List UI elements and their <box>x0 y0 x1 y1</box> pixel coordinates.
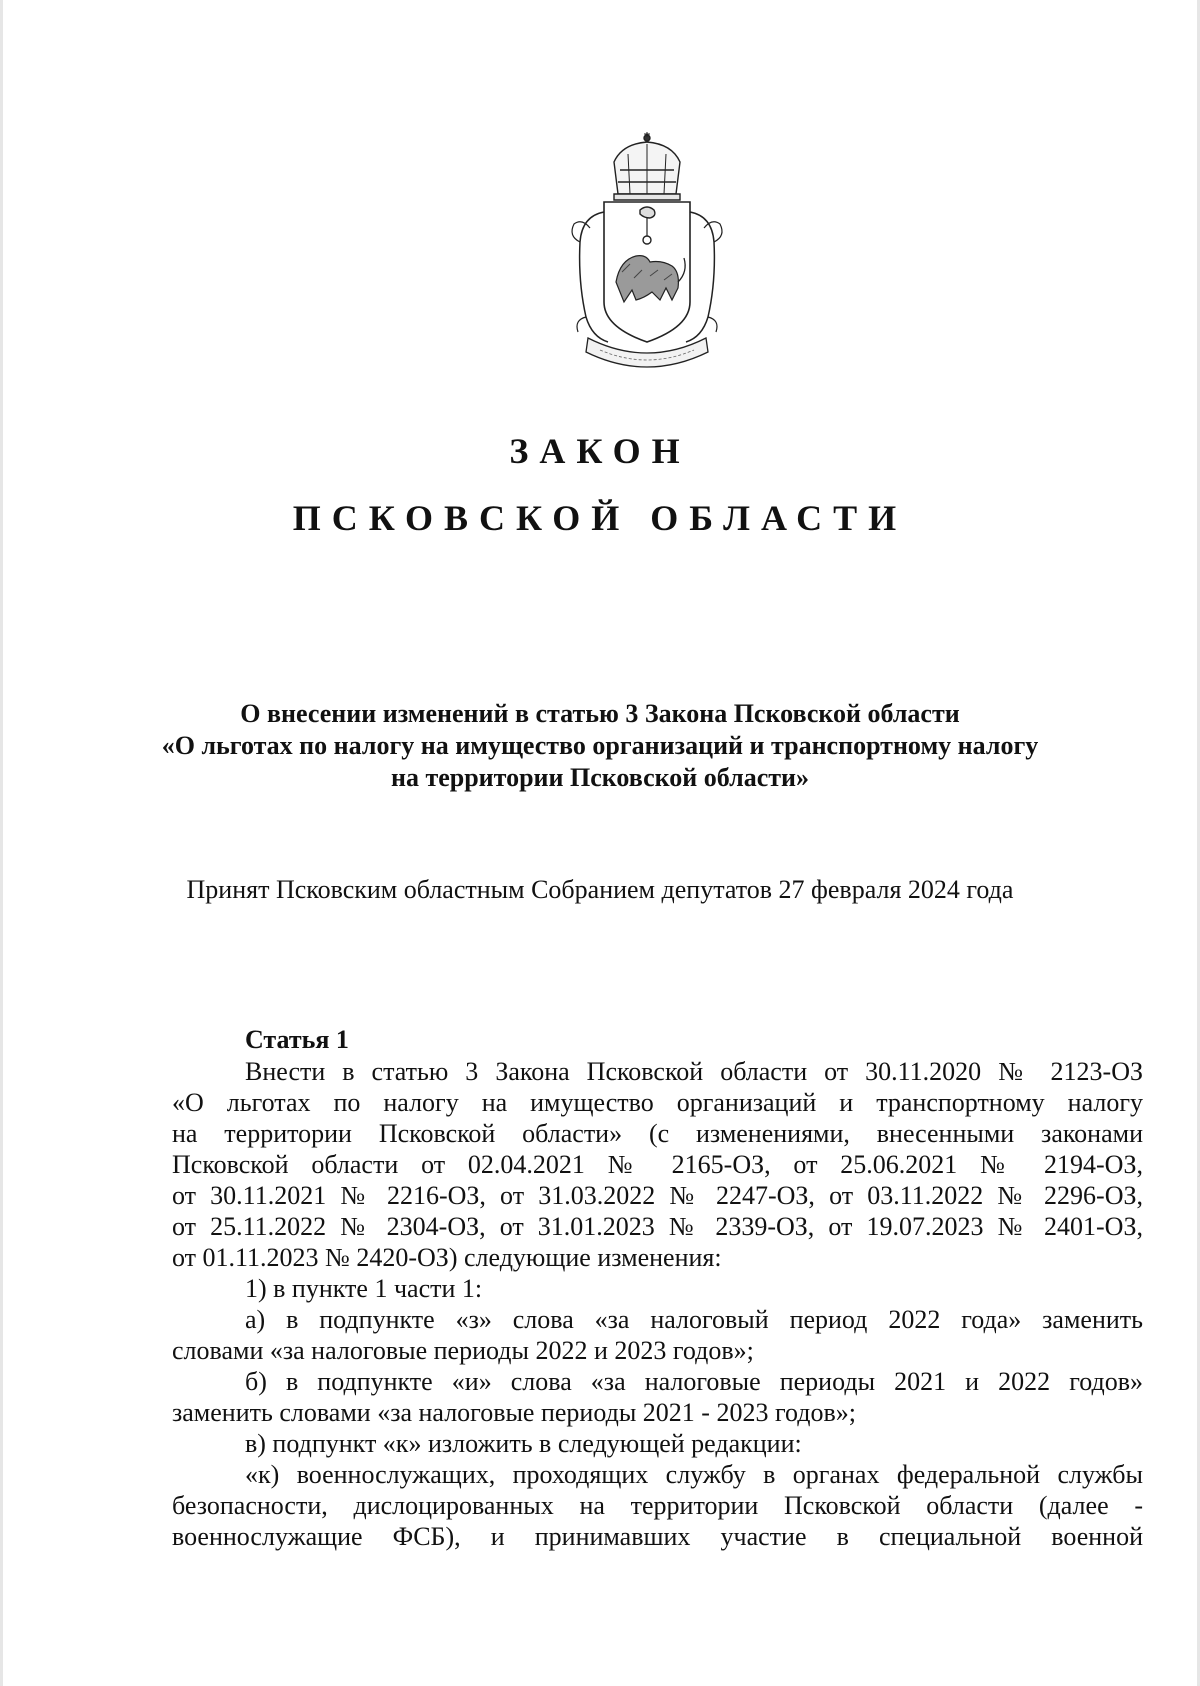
body-line: от 25.11.2022 № 2304-ОЗ, от 31.01.2023 № 2339-ОЗ, от 19.07.2023 № 2401-ОЗ, <box>172 1212 1143 1241</box>
article-heading: Статья 1 <box>245 1025 349 1054</box>
subject-line: «О льготах по налогу на имущество организаций и транспортному налогу <box>161 731 1039 760</box>
subject-line: на территории Псковской области» <box>390 763 810 792</box>
body-line: в) подпункт «к» изложить в следующей редакции: <box>245 1429 802 1458</box>
body-line: Псковской области от 02.04.2021 № 2165-ОЗ, от 25.06.2021 № 2194-ОЗ, <box>172 1150 1143 1179</box>
law-title: ЗАКОН <box>509 431 691 471</box>
body-line: Внести в статью 3 Закона Псковской области от 30.11.2020 № 2123-ОЗ <box>245 1057 1143 1086</box>
coat-of-arms-emblem <box>560 132 735 370</box>
body-line: от 01.11.2023 № 2420-ОЗ) следующие изменения: <box>172 1243 722 1272</box>
body-line: «к) военнослужащих, проходящих службу в органах федеральной службы <box>245 1460 1143 1489</box>
body-line: заменить словами «за налоговые периоды 2021 - 2023 годов»; <box>172 1398 856 1427</box>
body-line: «О льготах по налогу на имущество организаций и транспортному налогу <box>172 1088 1143 1117</box>
body-line: словами «за налоговые периоды 2022 и 2023 годов»; <box>172 1336 754 1365</box>
body-line: от 30.11.2021 № 2216-ОЗ, от 31.03.2022 № 2247-ОЗ, от 03.11.2022 № 2296-ОЗ, <box>172 1181 1143 1210</box>
body-line: безопасности, дислоцированных на территории Псковской области (далее - <box>172 1491 1143 1520</box>
body-line: б) в подпункте «и» слова «за налоговые периоды 2021 и 2022 годов» <box>245 1367 1143 1396</box>
page-edge-left <box>0 0 3 1686</box>
adoption-statement: Принят Псковским областным Собранием депутатов 27 февраля 2024 года <box>186 875 1014 904</box>
region-title: ПСКОВСКОЙ ОБЛАСТИ <box>292 498 908 538</box>
law-subject <box>160 698 1040 794</box>
body-line: а) в подпункте «з» слова «за налоговый период 2022 года» заменить <box>245 1305 1143 1334</box>
body-line: военнослужащие ФСБ), и принимавших участие в специальной военной <box>172 1522 1143 1551</box>
subject-line: О внесении изменений в статью 3 Закона Псковской области <box>240 699 960 728</box>
body-line: на территории Псковской области» (с изменениями, внесенными законами <box>172 1119 1143 1148</box>
body-line: 1) в пункте 1 части 1: <box>245 1274 483 1303</box>
